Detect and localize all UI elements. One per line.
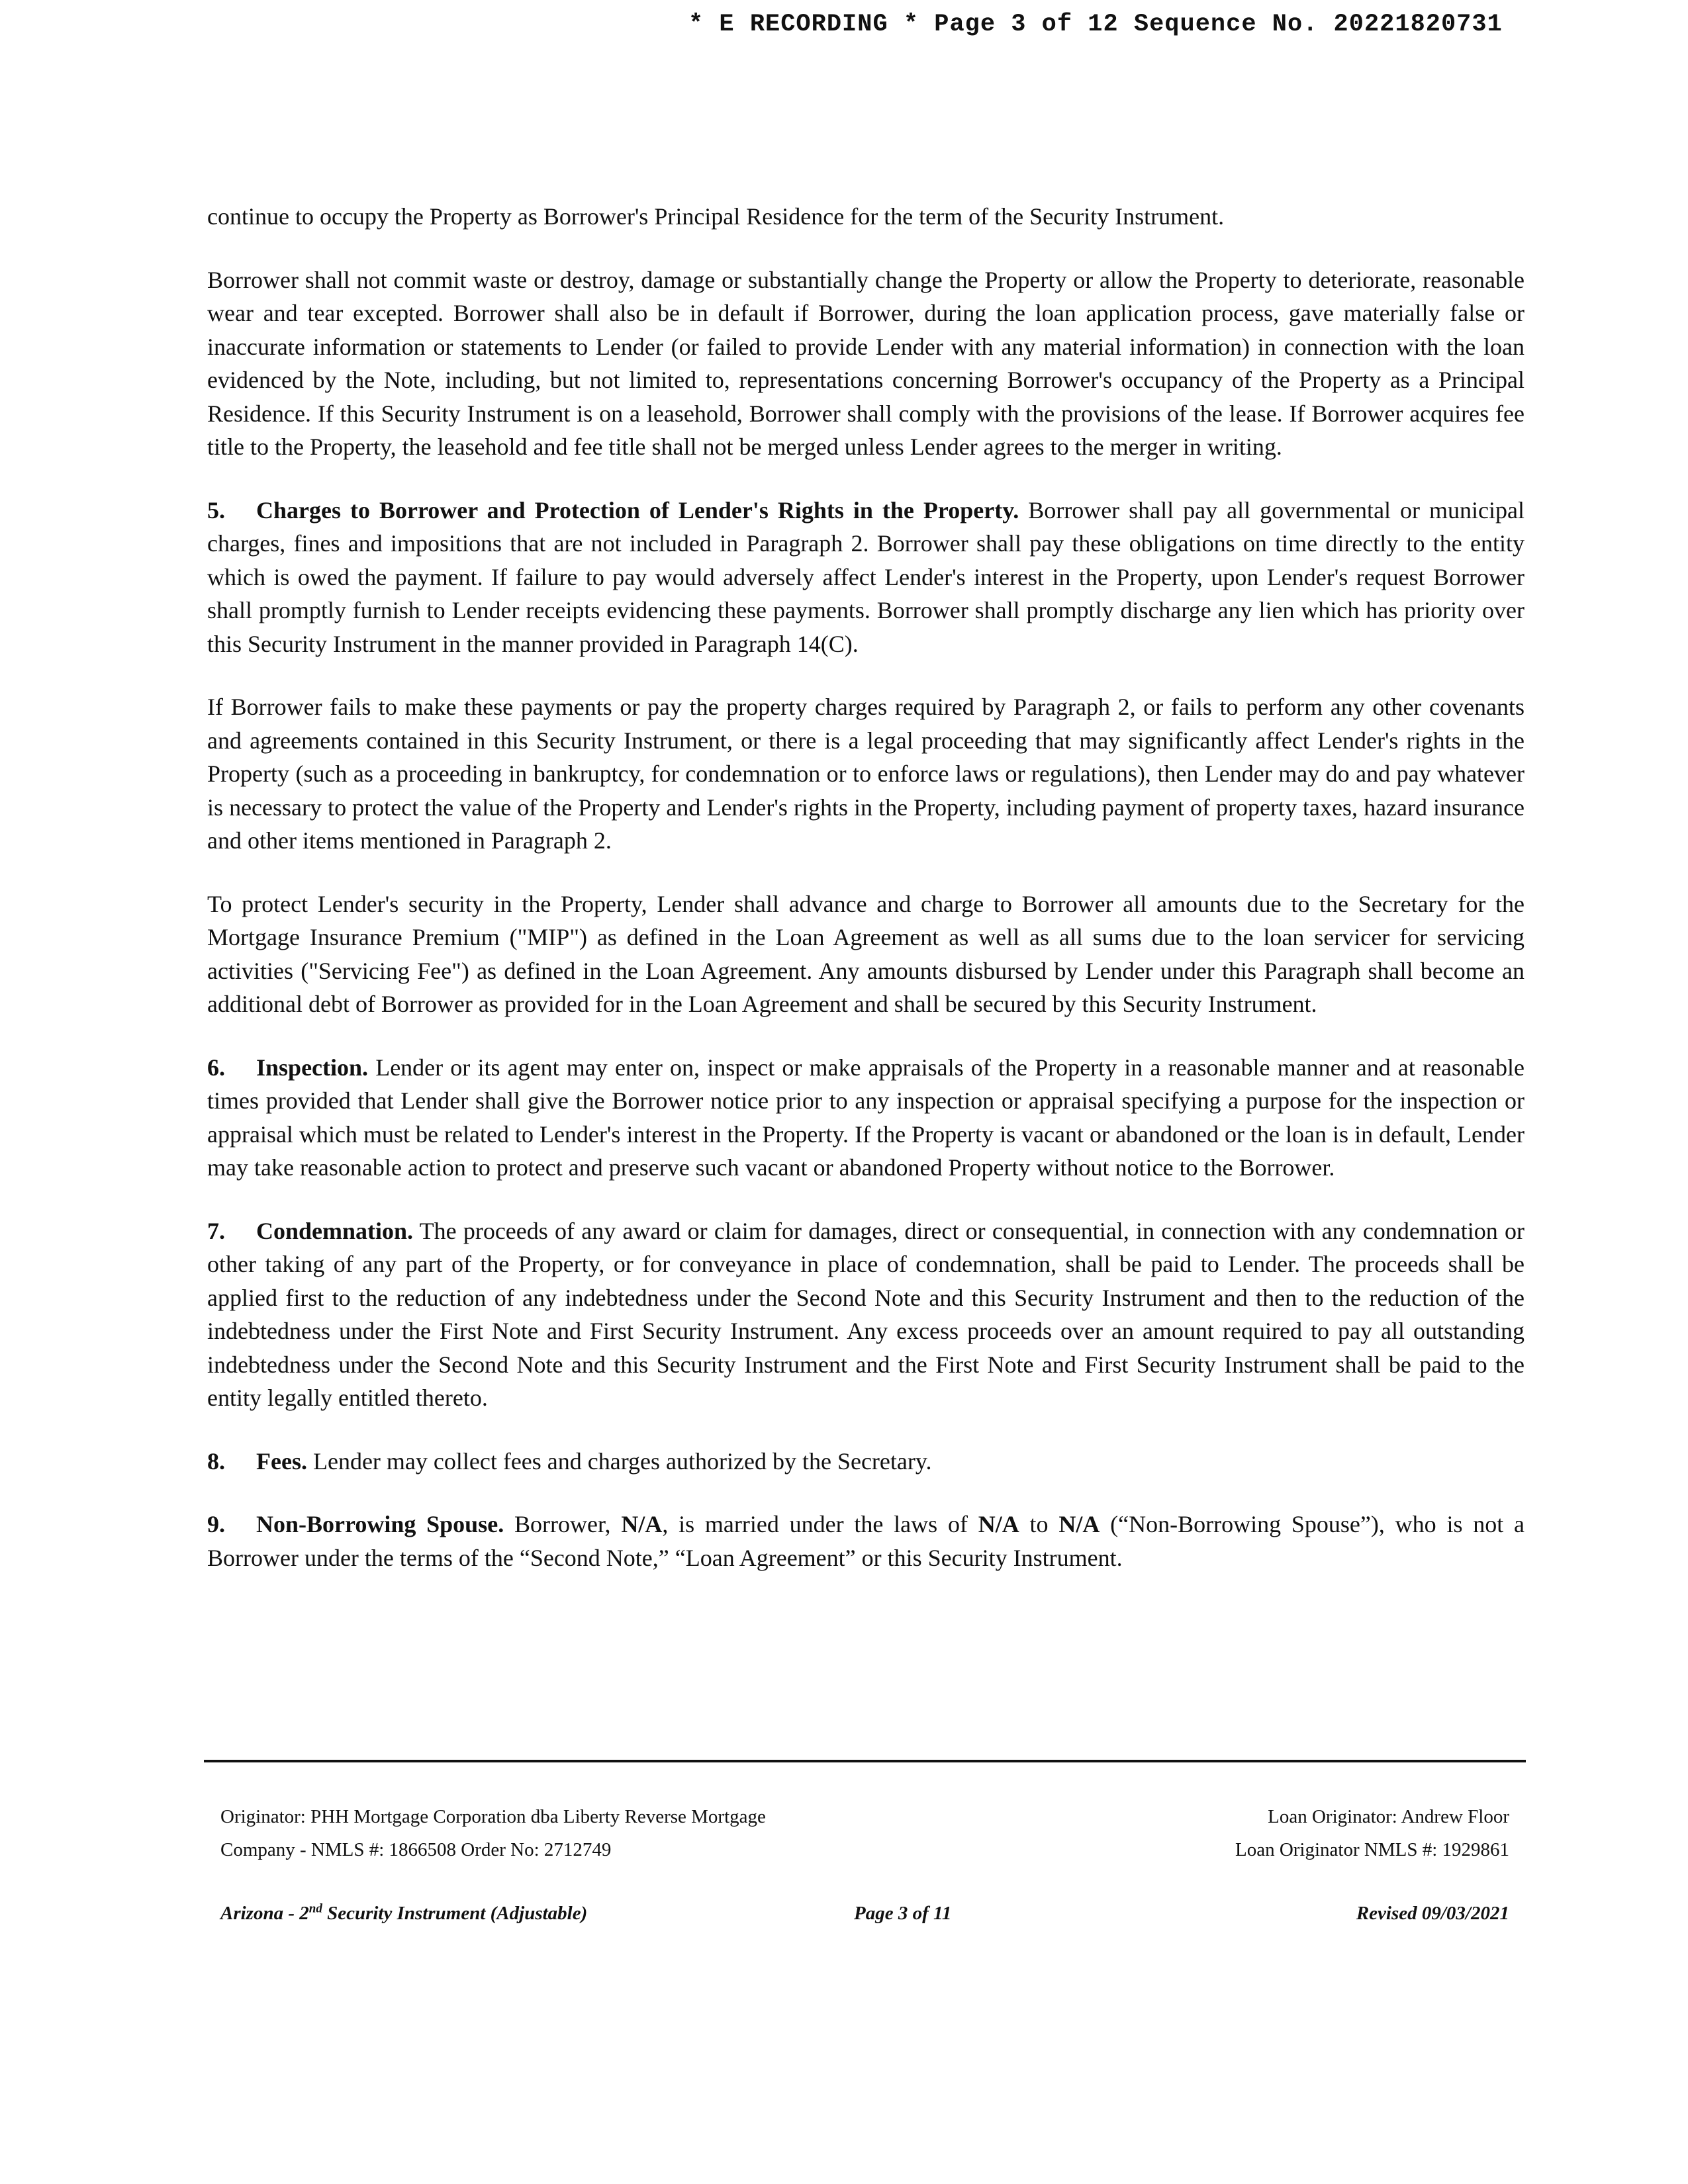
- paragraph-waste: Borrower shall not commit waste or destroy, damage or substantially change the Property or allow the Property to deteriorate, reasonable wear and tear excepted. Borrower shall also be in default if Borrower, during the loan application process, gave materially false or inaccurate information or statements to Lender (or failed to provide Lender with any material information) in connection with the loan evidenced by the Note, including, but not limited to, representations concerning Borrower's occupancy of the Property as a Principal Residence. If this Security Instrument is on a leasehold, Borrower shall comply with the provisions of the lease. If Borrower acquires fee title to the Property, the leasehold and fee title shall not be merged unless Lender agrees to the merger in writing.: [207, 266, 1524, 460]
- recording-stamp: * E RECORDING * Page 3 of 12 Sequence No. 20221820731: [688, 11, 1503, 38]
- form-title-part-b: Security Instrument (Adjustable): [322, 1903, 588, 1924]
- section-8-number: 8.: [207, 1447, 225, 1475]
- document-body: [207, 200, 1524, 1604]
- paragraph-protect: To protect Lender's security in the Property, Lender shall advance and charge to Borrower all amounts due to the Secretary for the Mortgage Insurance Premium ("MIP") as defined in the Loan Agreement as well as all sums due to the loan servicer for servicing activities ("Servicing Fee") as defined in the Loan Agreement. Any amounts disbursed by Lender under this Paragraph shall become an additional debt of Borrower as provided for in the Loan Agreement and shall be secured by this Security Instrument.: [207, 890, 1524, 1017]
- section-5-text: Borrower shall pay all governmental or municipal charges, fines and impositions that are not included in Paragraph 2. Borrower shall pay these obligations on time directly to the entity which is owed the payment. If failure to pay would adversely affect Lender's interest in the Property, upon Lender's request Borrower shall promptly furnish to Lender receipts evidencing these payments. Borrower shall promptly discharge any lien which has priority over this Security Instrument in the manner provided in Paragraph 14(C).: [207, 496, 1524, 657]
- section-9-text-c: to: [1029, 1511, 1049, 1537]
- section-7-number: 7.: [207, 1217, 225, 1244]
- section-5: [207, 494, 1524, 661]
- section-5-number: 5.: [207, 496, 225, 523]
- originator-line-2: Company - NMLS #: 1866508 Order No: 2712749: [220, 1839, 612, 1860]
- loan-originator-nmls: Loan Originator NMLS #: 1929861: [1235, 1839, 1509, 1860]
- form-title-part-a: Arizona - 2: [220, 1903, 309, 1924]
- section-7-heading: Condemnation.: [256, 1217, 414, 1244]
- form-title-superscript: nd: [308, 1901, 322, 1916]
- paragraph-fails: If Borrower fails to make these payments or pay the property charges required by Paragraph 2, or fails to perform any other covenants and agreements contained in this Security Instrument, or there is a legal proceeding that may significantly affect Lender's rights in the Property (such as a proceeding in bankruptcy, for condemnation or to enforce laws or regulations), then Lender may do and pay whatever is necessary to protect the value of the Property and Lender's rights in the Property, including payment of property taxes, hazard insurance and other items mentioned in Paragraph 2.: [207, 694, 1524, 854]
- loan-originator-block: [980, 1800, 1509, 1866]
- loan-originator-name: Loan Originator: Andrew Floor: [1268, 1806, 1509, 1827]
- section-9-text-e: who is not a Borrower under the terms of the “Second Note,” “Loan Agreement” or this Security Instrument.: [207, 1511, 1525, 1571]
- paragraph-intro: continue to occupy the Property as Borrower's Principal Residence for the term of the Security Instrument.: [207, 203, 1225, 230]
- section-9-na-2: N/A: [978, 1511, 1019, 1537]
- section-9-text-a: Borrower,: [514, 1511, 611, 1537]
- section-8: [207, 1445, 1524, 1479]
- section-6: [207, 1051, 1524, 1185]
- originator-line-1: Originator: PHH Mortgage Corporation dba Liberty Reverse Mortgage: [220, 1806, 766, 1827]
- section-6-text: Lender or its agent may enter on, inspect or make appraisals of the Property in a reasonable manner and at reasonable times provided that Lender shall give the Borrower notice prior to any inspection or appraisal specifying a purpose for the inspection or appraisal which must be related to Lender's interest in the Property. If the Property is vacant or abandoned or the loan is in default, Lender may take reasonable action to protect and preserve such vacant or abandoned Property without notice to the Borrower.: [207, 1054, 1524, 1181]
- originator-block: [220, 1800, 1015, 1866]
- section-6-number: 6.: [207, 1054, 225, 1081]
- section-9-na-1: N/A: [621, 1511, 663, 1537]
- section-6-heading: Inspection.: [256, 1054, 369, 1081]
- revised-date: Revised 09/03/2021: [1356, 1903, 1509, 1924]
- section-9-na-3: N/A: [1058, 1511, 1100, 1537]
- section-9-text-b: , is married under the laws of: [662, 1511, 968, 1537]
- section-5-heading: Charges to Borrower and Protection of Lender's Rights in the Property.: [256, 496, 1019, 523]
- section-8-text: Lender may collect fees and charges authorized by the Secretary.: [312, 1447, 932, 1475]
- section-9-number: 9.: [207, 1511, 225, 1537]
- section-9-text-d: (“Non-Borrowing Spouse”),: [1110, 1511, 1385, 1537]
- form-title: [220, 1897, 587, 1930]
- footer-divider: [204, 1760, 1526, 1762]
- section-8-heading: Fees.: [256, 1447, 307, 1475]
- section-9: [207, 1508, 1524, 1574]
- section-7-text: The proceeds of any award or claim for damages, direct or consequential, in connection with any condemnation or other taking of any part of the Property, or for conveyance in place of condemnation, shall be paid to Lender. The proceeds shall be applied first to the reduction of any indebtedness under the Second Note and this Security Instrument and then to the reduction of the indebtedness under the First Note and First Security Instrument. Any excess proceeds over an amount required to pay all outstanding indebtedness under the Second Note and this Security Instrument and the First Note and First Security Instrument shall be paid to the entity legally entitled thereto.: [207, 1217, 1525, 1411]
- page-number: Page 3 of 11: [854, 1903, 952, 1924]
- section-9-heading: Non-Borrowing Spouse.: [256, 1511, 504, 1537]
- section-7: [207, 1214, 1524, 1415]
